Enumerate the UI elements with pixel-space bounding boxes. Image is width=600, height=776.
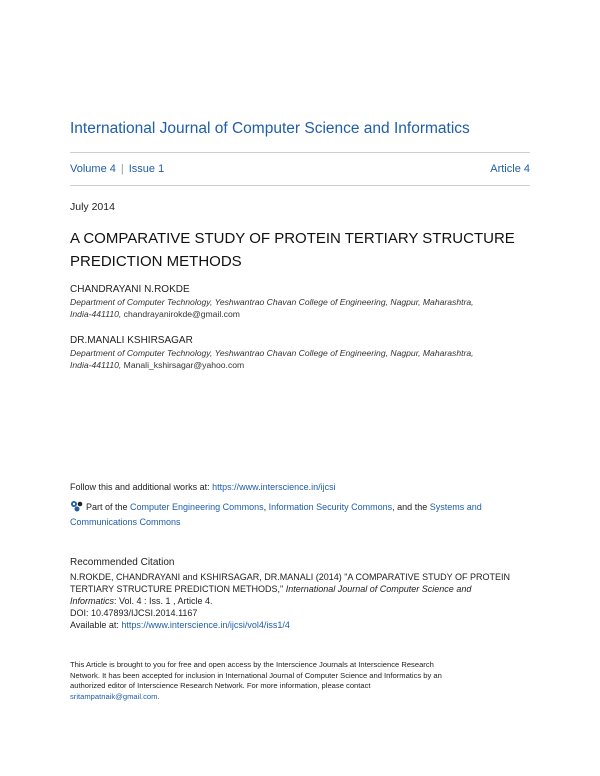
affiliation-line-2 [70, 308, 535, 320]
commons-link-systems-communications[interactable]: Systems and Communications Commons [70, 502, 482, 527]
citation-line-2 [70, 583, 535, 595]
author-email: Manali_kshirsagar@yahoo.com [121, 360, 245, 370]
divider-top [70, 152, 530, 153]
available-label: Available at: [70, 620, 122, 630]
footer-end: . [157, 691, 160, 701]
volume-link[interactable]: Volume 4 [70, 163, 116, 175]
citation-doi: DOI: 10.47893/IJCSI.2014.1167 [70, 608, 198, 618]
affiliation-line-2 [70, 359, 535, 371]
publication-date: July 2014 [70, 201, 115, 213]
access-statement [70, 660, 535, 702]
citation-journal-part-2: Informatics [70, 596, 115, 606]
issue-line [70, 163, 530, 175]
follow-link[interactable]: https://www.interscience.in/ijcsi [212, 482, 336, 492]
article-title [70, 227, 530, 273]
recommended-citation-heading: Recommended Citation [70, 557, 175, 568]
divider-bottom [70, 185, 530, 186]
author-email: chandrayanirokde@gmail.com [121, 309, 240, 319]
journal-title[interactable]: International Journal of Computer Science and Informatics [70, 120, 470, 137]
journal-title-link[interactable] [70, 120, 540, 138]
footer-line-4 [70, 692, 535, 703]
footer-line-3: authorized editor of Interscience Research Network. For more information, please contact [70, 681, 371, 691]
author-affiliation [70, 296, 535, 320]
citation-journal-part-1: International Journal of Computer Science and [285, 584, 472, 594]
contact-email-link[interactable]: sritampatnaik@gmail.com [70, 691, 158, 701]
author-affiliation [70, 347, 535, 371]
article-link[interactable]: Article 4 [490, 163, 530, 175]
part-of-sep-2: , and the [392, 502, 430, 512]
footer-line-1: This Article is brought to you for free and open access by the Interscience Journals at Interscience Research [70, 660, 434, 669]
author-block [70, 334, 535, 371]
citation-line-3 [70, 595, 535, 607]
part-of-sep-1: , [263, 502, 269, 512]
citation-volume-info: : Vol. 4 : Iss. 1 , Article 4. [114, 596, 213, 606]
affiliation-country: India-441110, [70, 360, 122, 370]
affiliation-country: India-441110, [70, 309, 122, 319]
article-title-line-1: A COMPARATIVE STUDY OF PROTEIN TERTIARY STRUCTURE [70, 230, 515, 247]
citation-title-end: TERTIARY STRUCTURE PREDICTION METHODS," [70, 584, 286, 594]
citation-line-1: N.ROKDE, CHANDRAYANI and KSHIRSAGAR, DR.MANALI (2014) "A COMPARATIVE STUDY OF PROTEIN [70, 572, 510, 582]
author-name: CHANDRAYANI N.ROKDE [70, 284, 190, 295]
part-of-line [70, 500, 530, 530]
issue-link[interactable]: Issue 1 [128, 163, 165, 175]
issue-separator: | [120, 163, 124, 175]
part-of-prefix: Part of the [86, 502, 131, 512]
network-commons-icon [70, 500, 84, 512]
recommended-citation [70, 571, 535, 631]
footer-line-2: Network. It has been accepted for inclusion in International Journal of Computer Science and Informatics by an [70, 670, 442, 680]
affiliation-line-1: Department of Computer Technology, Yeshwantrao Chavan College of Engineering, Nagpur, Maharashtra, [70, 348, 474, 358]
article-title-line-2: PREDICTION METHODS [70, 253, 242, 270]
commons-link-computer-engineering[interactable]: Computer Engineering Commons [130, 502, 264, 512]
follow-text: Follow this and additional works at: [70, 482, 213, 492]
citation-available-line [70, 619, 535, 631]
author-block [70, 283, 535, 320]
affiliation-line-1: Department of Computer Technology, Yeshwantrao Chavan College of Engineering, Nagpur, Maharashtra, [70, 297, 474, 307]
commons-link-information-security[interactable]: Information Security Commons [268, 502, 393, 512]
follow-line [70, 482, 336, 492]
author-name: DR.MANALI KSHIRSAGAR [70, 335, 193, 346]
available-link[interactable]: https://www.interscience.in/ijcsi/vol4/iss1/4 [121, 620, 290, 630]
